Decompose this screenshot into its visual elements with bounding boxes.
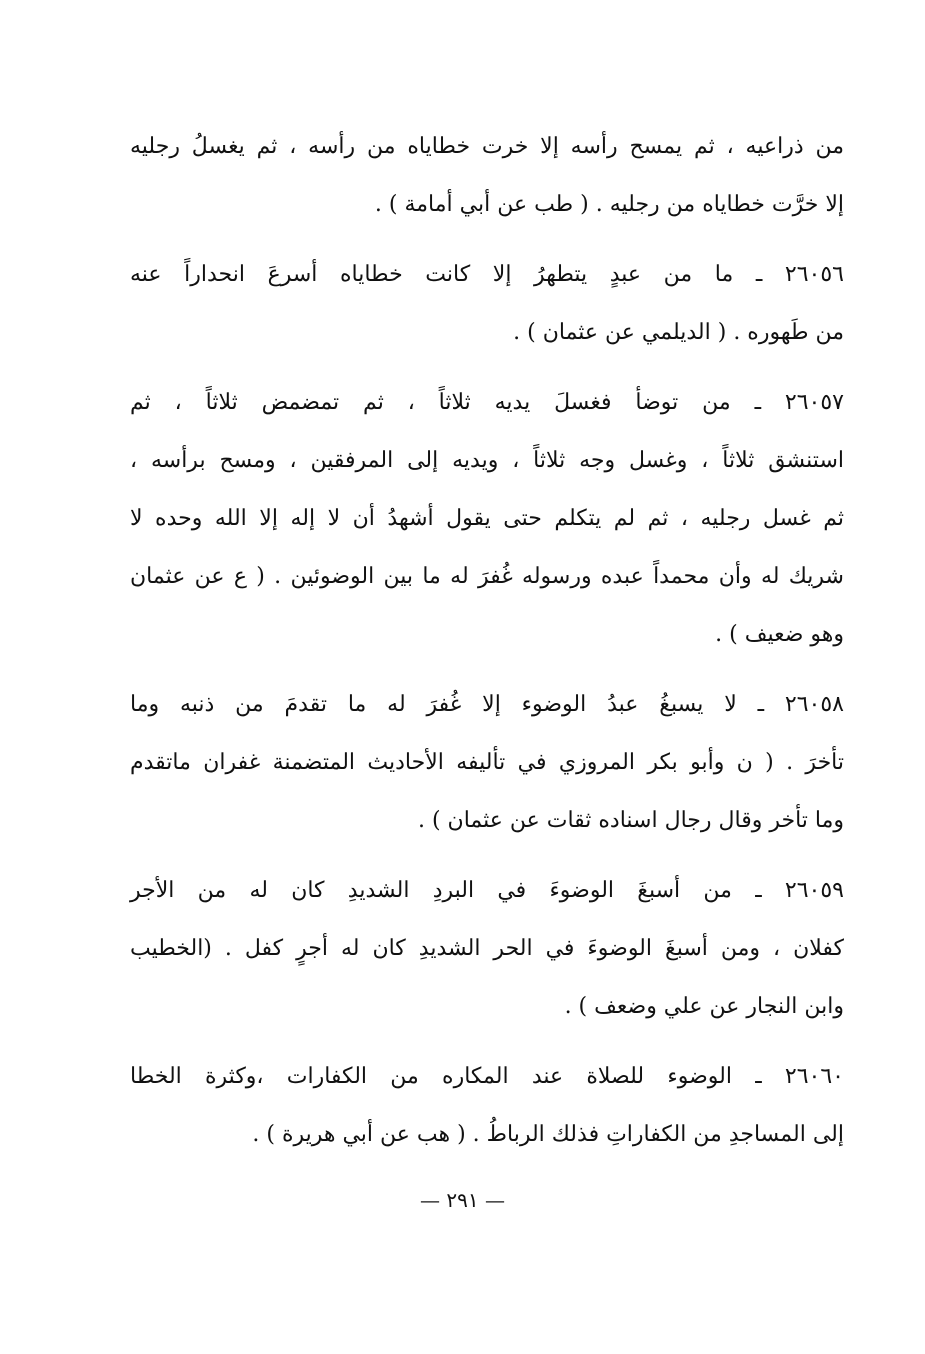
text-line: من ذراعيه ، ثم يمسح رأسه إلا خرت خطاياه من رأسه ، ثم يغسلُ رجليه bbox=[130, 134, 844, 159]
text-line: وابن النجار عن علي وضعف ) . bbox=[564, 994, 844, 1019]
page-body bbox=[130, 118, 844, 1176]
text-line: من طَهوره . ( الديلمي عن عثمان ) . bbox=[513, 320, 844, 345]
text-line: ٢٦٠٦٠ ـ الوضوء للصلاة عند المكاره من الكفارات ،وكثرة الخطا bbox=[130, 1064, 844, 1089]
text-line: شريك له وأن محمداً عبده ورسوله غُفرَ له ما بين الوضوئين . ( ع عن عثمان bbox=[130, 564, 844, 589]
text-line: ٢٦٠٥٦ ـ ما من عبدٍ يتطهرُ إلا كانت خطاياه أسرعَ انحداراً عنه bbox=[130, 262, 844, 287]
text-line: ٢٦٠٥٧ ـ من توضأ فغسلَ يديه ثلاثاً ، ثم تمضمض ثلاثاً ، ثم bbox=[130, 390, 844, 415]
hadith-paragraph-26060 bbox=[130, 1048, 844, 1164]
text-line: ثم غسل رجليه ، ثم لم يتكلم حتى يقول أشهدُ أن لا إله إلا الله وحده لا bbox=[130, 506, 844, 531]
hadith-paragraph-continuation bbox=[130, 118, 844, 234]
text-line: إلا خرَّت خطاياه من رجليه . ( طب عن أبي أمامة ) . bbox=[374, 192, 844, 217]
hadith-paragraph-26059 bbox=[130, 862, 844, 1036]
text-line: استنشق ثلاثاً ، وغسل وجه ثلاثاً ، ويديه إلى المرفقين ، ومسح برأسه ، bbox=[130, 448, 844, 473]
text-line: ٢٦٠٥٩ ـ من أسبغَ الوضوءَ في البردِ الشديدِ كان له من الأجر bbox=[130, 878, 844, 903]
text-line: كفلان ، ومن أسبغَ الوضوءَ في الحر الشديدِ كان له أجرٍ كفل . (الخطيب bbox=[130, 936, 844, 961]
text-line: وهو ضعيف ) . bbox=[715, 622, 844, 647]
page-number: — ٢٩١ — bbox=[420, 1188, 505, 1212]
text-line: تأخرَ . ( ن وأبو بكر المروزي في تأليفه الأحاديث المتضمنة غفران ماتقدم bbox=[130, 750, 844, 775]
text-line: إلى المساجدِ من الكفاراتِ فذلك الرباطُ . ( هب عن أبي هريرة ) . bbox=[252, 1122, 844, 1147]
hadith-paragraph-26056 bbox=[130, 246, 844, 362]
text-line: وما تأخر وقال رجال اسناده ثقات عن عثمان ) . bbox=[417, 808, 844, 833]
hadith-paragraph-26057 bbox=[130, 374, 844, 664]
hadith-paragraph-26058 bbox=[130, 676, 844, 850]
text-line: ٢٦٠٥٨ ـ لا يسبغُ عبدُ الوضوء إلا غُفرَ له ما تقدمَ من ذنبه وما bbox=[130, 692, 844, 717]
